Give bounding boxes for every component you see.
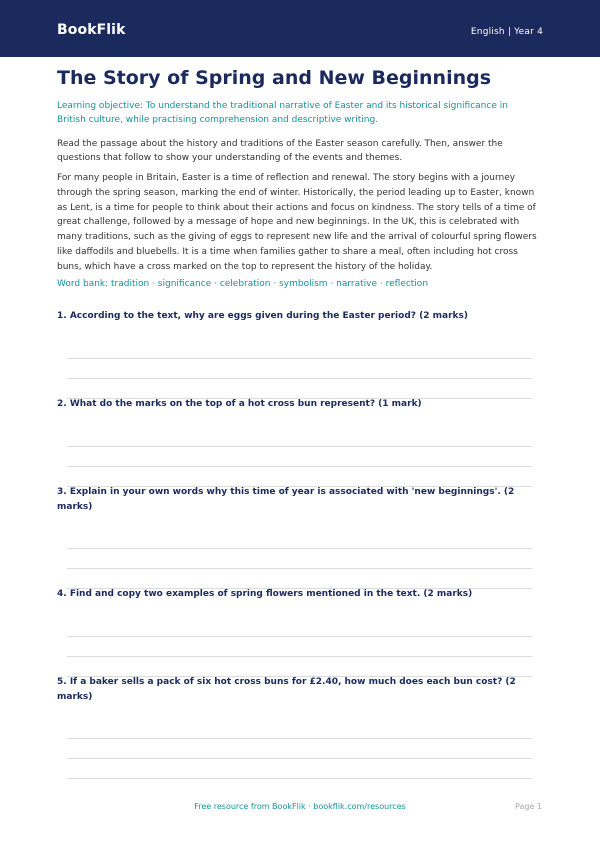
question-2: 2. What do the marks on the top of a hot cross bun represent? (1 mark) bbox=[57, 399, 422, 409]
answer-line bbox=[67, 656, 532, 657]
answer-line bbox=[67, 358, 532, 359]
question-1: 1. According to the text, why are eggs given during the Easter period? (2 marks) bbox=[57, 311, 468, 321]
page-title: The Story of Spring and New Beginnings bbox=[57, 67, 492, 89]
answer-line bbox=[67, 738, 532, 739]
question-5: 5. If a baker sells a pack of six hot cross buns for £2.40, how much does each bun cost? (2 marks) bbox=[57, 677, 516, 702]
header-bar bbox=[0, 0, 600, 57]
brand-logo: BookFlik bbox=[57, 22, 126, 38]
subject-year-label: English | Year 4 bbox=[470, 27, 543, 37]
question-4: 4. Find and copy two examples of spring flowers mentioned in the text. (2 marks) bbox=[57, 589, 473, 599]
question-3: 3. Explain in your own words why this time of year is associated with 'new beginnings'. (2 marks) bbox=[57, 487, 515, 512]
answer-line bbox=[67, 636, 532, 637]
learning-objective: Learning objective: To understand the traditional narrative of Easter and its historical significance in British culture, while practising comprehension and descriptive writing. bbox=[57, 101, 508, 125]
reading-passage: For many people in Britain, Easter is a time of reflection and renewal. The story begins with a journey through the spring season, marking the end of winter. Historically, the period leading up to Easter, known as Lent, is a time for people to think about their actions and focus on kindness. The story tells of a time of great challenge, followed by a message of hope and new beginnings. In the UK, this is celebrated with many traditions, such as the giving of eggs to represent new life and the arrival of colourful spring flowers like daffodils and bluebells. It is a time when families gather to share a meal, often including hot cross buns, which have a cross marked on the top to represent the history of the holiday. bbox=[57, 173, 537, 272]
footer-text: Free resource from BookFlik · bookflik.com/resources bbox=[194, 802, 406, 811]
answer-line bbox=[67, 778, 532, 779]
page-number: Page 1 bbox=[515, 802, 542, 811]
answer-line bbox=[67, 378, 532, 379]
instructions-text: Read the passage about the history and traditions of the Easter season carefully. Then, answer the questions that follow to show your understanding of the events and themes. bbox=[57, 139, 503, 163]
answer-line bbox=[67, 548, 532, 549]
answer-line bbox=[67, 446, 532, 447]
answer-line bbox=[67, 568, 532, 569]
answer-line bbox=[67, 758, 532, 759]
word-bank: Word bank: tradition · significance · celebration · symbolism · narrative · reflection bbox=[57, 279, 429, 289]
answer-line bbox=[67, 466, 532, 467]
